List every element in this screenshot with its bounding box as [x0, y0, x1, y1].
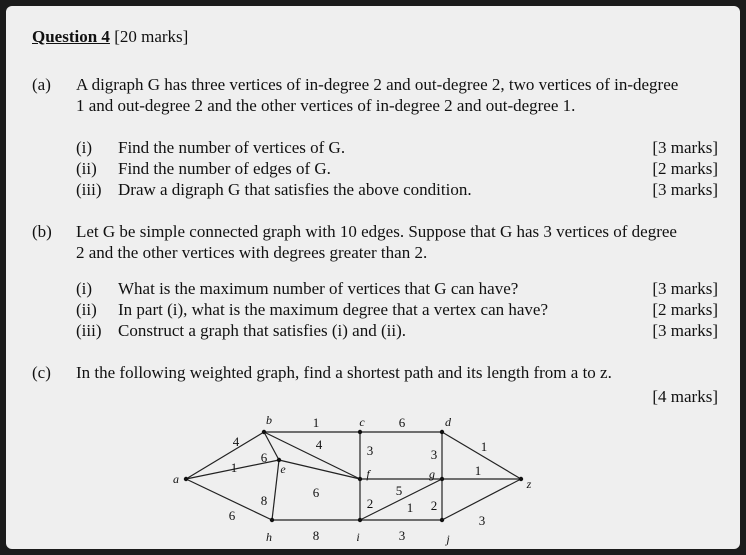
part-b-item-num: (i): [76, 279, 93, 298]
part-b-item-num: (iii): [76, 321, 102, 340]
vertex-label-z: z: [526, 477, 532, 491]
vertex-label-b: b: [266, 413, 272, 427]
part-a-item-marks: [3 marks]: [652, 180, 718, 199]
part-b-item-num: (ii): [76, 300, 97, 319]
part-a-line1: A digraph G has three vertices of in-degree 2 and out-degree 2, two vertices of in-degree: [76, 75, 679, 94]
part-a-line2: 1 and out-degree 2 and the other vertices of in-degree 2 and out-degree 1.: [76, 96, 576, 115]
edge-weight-b-e: 6: [260, 450, 268, 465]
edge-weight-e-h: 8: [260, 493, 268, 508]
edge-weight-b-f: 4: [315, 437, 323, 452]
vertex-j: [440, 518, 444, 522]
part-a-label: (a): [32, 75, 51, 94]
vertex-f: [358, 477, 362, 481]
part-b-item-text: What is the maximum number of vertices that G can have?: [118, 279, 519, 298]
vertex-label-e: e: [280, 462, 286, 476]
part-b-item-text: Construct a graph that satisfies (i) and (ii).: [118, 321, 406, 340]
edge-weight-c-d: 6: [398, 415, 406, 430]
vertex-label-h: h: [266, 530, 272, 544]
question-sheet: [6, 6, 740, 549]
part-b-item-marks: [3 marks]: [652, 321, 718, 340]
part-a-item-marks: [3 marks]: [652, 138, 718, 157]
vertex-a: [184, 477, 188, 481]
edge-weight-a-h: 6: [228, 508, 236, 523]
edge-weight-a-b: 4: [232, 434, 240, 449]
vertex-label-j: j: [446, 532, 450, 546]
part-b-line2: 2 and the other vertices with degrees greater than 2.: [76, 243, 428, 262]
edge-e-h: [272, 460, 279, 520]
edge-weight-j-z: 3: [478, 513, 486, 528]
edge-weight-d-z: 1: [480, 439, 488, 454]
edge-weight-e-f: 6: [312, 485, 320, 500]
part-a-item-text: Find the number of vertices of G.: [118, 138, 346, 157]
edge-weight-c-f: 3: [366, 443, 374, 458]
edge-b-f: [264, 432, 360, 479]
part-a-item-num: (i): [76, 138, 93, 157]
part-a-item-text: Find the number of edges of G.: [118, 159, 331, 178]
vertex-label-c: c: [359, 415, 365, 429]
question-marks: [20 marks]: [114, 27, 189, 46]
part-b-item-text: In part (i), what is the maximum degree that a vertex can have?: [118, 300, 549, 319]
vertex-i: [358, 518, 362, 522]
question-title: Question 4: [32, 27, 110, 46]
vertex-z: [519, 477, 523, 481]
vertex-b: [262, 430, 266, 434]
edge-weight-d-g: 3: [430, 447, 438, 462]
edge-weight-i-g: 1: [406, 500, 414, 515]
part-b-label: (b): [32, 222, 52, 241]
vertex-label-i: i: [356, 530, 360, 544]
question-header: [32, 26, 188, 47]
vertex-label-d: d: [445, 415, 451, 429]
edge-e-f: [279, 460, 360, 479]
vertex-d: [440, 430, 444, 434]
edge-weight-g-z: 1: [474, 463, 482, 478]
part-a-item-text: Draw a digraph G that satisfies the above condition.: [118, 180, 472, 199]
vertex-c: [358, 430, 362, 434]
part-b-item-marks: [3 marks]: [652, 279, 718, 298]
edge-weight-i-j: 3: [398, 528, 406, 543]
vertex-h: [270, 518, 274, 522]
edge-weight-a-e: 1: [230, 460, 238, 475]
part-b-line1: Let G be simple connected graph with 10 edges. Suppose that G has 3 vertices of degree: [76, 222, 677, 241]
part-c-marks: [4 marks]: [652, 387, 718, 406]
edge-weight-f-g: 5: [395, 483, 403, 498]
edge-weight-h-i: 8: [312, 528, 320, 543]
vertex-label-a: a: [173, 472, 179, 486]
part-b-item-marks: [2 marks]: [652, 300, 718, 319]
edge-weight-f-i: 2: [366, 496, 374, 511]
part-a-item-num: (iii): [76, 180, 102, 199]
weighted-graph: [166, 406, 546, 549]
part-c-text: In the following weighted graph, find a shortest path and its length from a to z.: [76, 363, 612, 382]
vertex-label-g: g: [429, 467, 435, 481]
part-c-label: (c): [32, 363, 51, 382]
edge-a-b: [186, 432, 264, 479]
part-a-item-num: (ii): [76, 159, 97, 178]
vertex-g: [440, 477, 444, 481]
part-a-item-marks: [2 marks]: [652, 159, 718, 178]
vertex-label-f: f: [366, 467, 370, 481]
edge-weight-b-c: 1: [312, 415, 320, 430]
edge-weight-g-j: 2: [430, 498, 438, 513]
